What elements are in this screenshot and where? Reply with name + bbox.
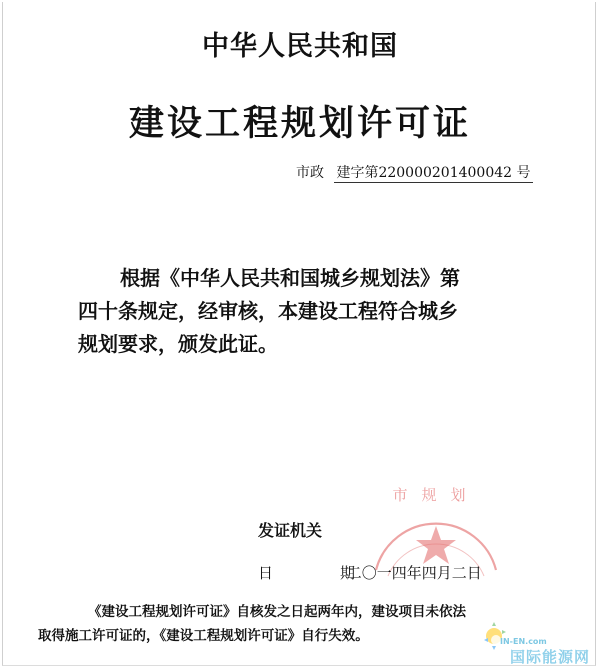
document-title: 建设工程规划许可证 — [128, 104, 471, 144]
issue-date-row — [258, 562, 482, 583]
watermark-domain: IN-EN.com — [500, 637, 547, 646]
issue-date: 二〇一四年四月二日 — [346, 564, 482, 582]
permit-body — [78, 262, 548, 361]
watermark-text: 国际能源网 — [510, 648, 591, 666]
seal-text: 市规划 — [392, 486, 480, 504]
permit-number: 建字第220000201400042 号 — [336, 165, 531, 181]
permit-number-prefix: 市政 — [296, 165, 324, 181]
seal-star-icon — [416, 526, 456, 564]
body-line-2: 四十条规定，经审核，本建设工程符合城乡 — [78, 299, 458, 323]
footnote-line-2: 取得施工许可证的，《建设工程规划许可证》自行失效。 — [38, 628, 369, 644]
issuing-authority-label: 发证机关 — [258, 521, 323, 540]
body-line-3: 规划要求，颁发此证。 — [78, 332, 278, 356]
date-label: 日 期 — [258, 564, 382, 582]
permit-number-line — [296, 162, 533, 182]
country-name: 中华人民共和国 — [202, 31, 398, 62]
body-line-1: 根据《中华人民共和国城乡规划法》第 — [120, 266, 460, 290]
footnote-line-1: 《建设工程规划许可证》自核发之日起两年内，建设项目未依法 — [88, 604, 466, 620]
